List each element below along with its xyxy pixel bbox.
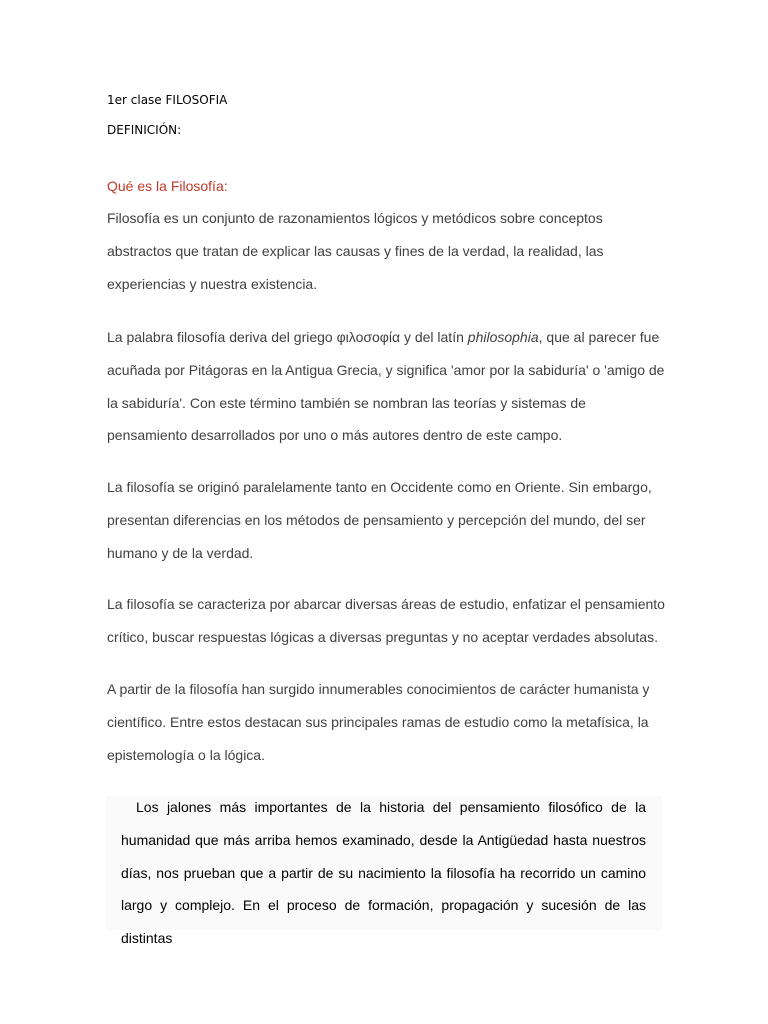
paragraph-line: Filosofía es un conjunto de razonamientos lógicos y metódicos sobre conceptos bbox=[107, 210, 603, 226]
paragraph-3 bbox=[107, 471, 667, 569]
paragraph-line: abstractos que tratan de explicar las causas y fines de la verdad, la realidad, las bbox=[107, 242, 604, 259]
quote-line: humanidad que más arriba hemos examinado, desde la Antigüedad hasta nuestros bbox=[121, 831, 646, 848]
paragraph-1 bbox=[107, 202, 667, 300]
paragraph-line: La filosofía se caracteriza por abarcar diversas áreas de estudio, enfatizar el pensamiento bbox=[107, 596, 665, 612]
paragraph-5 bbox=[107, 673, 667, 771]
quote-line: Los jalones más importantes de la historia del pensamiento filosófico de la bbox=[136, 799, 646, 815]
definition-heading: DEFINICIÓN: bbox=[107, 123, 182, 137]
quote-line: días, nos prueban que a partir de su nacimiento la filosofía ha recorrido un camino bbox=[121, 864, 646, 881]
paragraph-line: La filosofía se originó paralelamente tanto en Occidente como en Oriente. Sin embargo, bbox=[107, 479, 652, 495]
text-run: , que al parecer fue bbox=[538, 329, 660, 345]
quote-text bbox=[121, 791, 646, 946]
paragraph-line: A partir de la filosofía han surgido innumerables conocimientos de carácter humanista y bbox=[107, 681, 650, 697]
paragraph-line: presentan diferencias en los métodos de pensamiento y percepción del mundo, del ser bbox=[107, 511, 646, 528]
text-run: La palabra filosofía deriva del griego φιλοσοφία y del latín bbox=[107, 329, 468, 345]
section-title: Qué es la Filosofía: bbox=[107, 178, 228, 194]
italic-term: philosophia bbox=[467, 329, 539, 345]
paragraph-line: crítico, buscar respuestas lógicas a diversas preguntas y no aceptar verdades absolutas. bbox=[107, 628, 658, 645]
paragraph-line: científico. Entre estos destacan sus principales ramas de estudio como la metafísica, la bbox=[107, 713, 649, 730]
document-title: 1er clase FILOSOFIA bbox=[107, 93, 228, 107]
paragraph-4 bbox=[107, 588, 667, 654]
paragraph-line: pensamiento desarrollados por uno o más autores dentro de este campo. bbox=[107, 427, 563, 444]
paragraph-2 bbox=[107, 321, 667, 452]
paragraph-line: epistemología o la lógica. bbox=[107, 746, 265, 763]
paragraph-line: humano y de la verdad. bbox=[107, 544, 254, 561]
paragraph-line: experiencias y nuestra existencia. bbox=[107, 275, 318, 292]
paragraph-line: acuñada por Pitágoras en la Antigua Grecia, y significa 'amor por la sabiduría' o 'amigo de bbox=[107, 361, 665, 378]
quote-block bbox=[106, 796, 662, 946]
quote-line: largo y complejo. En el proceso de formación, propagación y sucesión de las distintas bbox=[121, 897, 646, 946]
paragraph-line: la sabiduría'. Con este término también se nombran las teorías y sistemas de bbox=[107, 394, 586, 411]
paragraph-line bbox=[107, 321, 667, 354]
